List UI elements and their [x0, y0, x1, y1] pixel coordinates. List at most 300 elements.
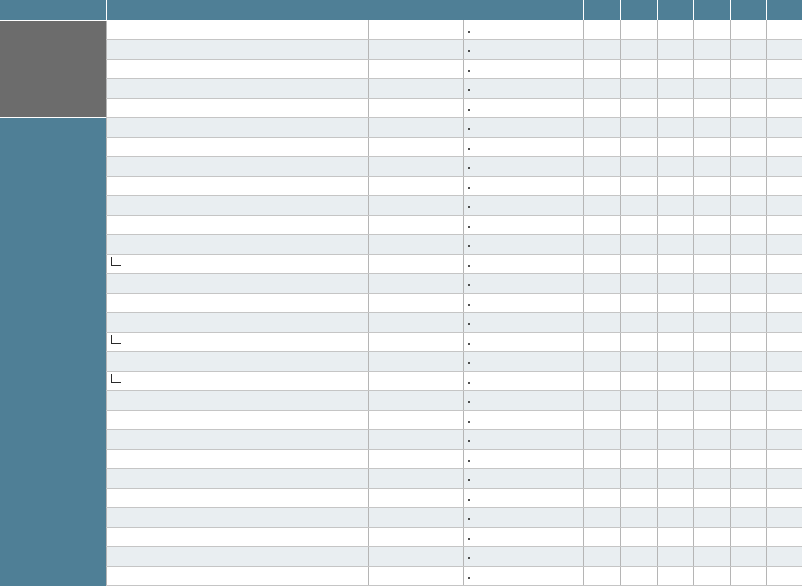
age-1-count: [620, 98, 657, 118]
phone-icon: [468, 421, 470, 423]
facility-name-cell: [106, 332, 368, 352]
table-row: [0, 98, 802, 118]
facility-address: [368, 157, 463, 177]
table-row: [0, 254, 802, 274]
age-5-count: [766, 566, 802, 586]
age-5-count: [766, 157, 802, 177]
age-2-count: [657, 40, 693, 60]
age-5-count: [766, 235, 802, 255]
table-row: [0, 157, 802, 177]
phone-icon: [468, 382, 470, 384]
facility-address: [368, 40, 463, 60]
age-1-count: [620, 547, 657, 567]
age-3-count: [693, 469, 730, 489]
age-5-count: [766, 469, 802, 489]
age-1-count: [620, 332, 657, 352]
age-5-count: [766, 137, 802, 157]
age-1-count: [620, 79, 657, 99]
age-2-count: [657, 449, 693, 469]
age-0-count: [583, 196, 620, 216]
age-3-count: [693, 20, 730, 40]
age-4-count: [730, 254, 766, 274]
facility-phone-cell: [463, 254, 583, 274]
header-age-5: [766, 0, 802, 20]
facility-name-cell: [106, 449, 368, 469]
table-row: [0, 371, 802, 391]
header-age-3: [693, 0, 730, 20]
facility-phone-cell: [463, 313, 583, 333]
facility-address: [368, 410, 463, 430]
age-3-count: [693, 488, 730, 508]
age-4-count: [730, 391, 766, 411]
facility-name-cell: [106, 118, 368, 138]
table-row: [0, 40, 802, 60]
facility-name-cell: [106, 293, 368, 313]
facility-name-cell: [106, 176, 368, 196]
facility-address: [368, 254, 463, 274]
phone-icon: [468, 50, 470, 52]
age-2-count: [657, 235, 693, 255]
facility-name-cell: [106, 20, 368, 40]
phone-icon: [468, 304, 470, 306]
age-0-count: [583, 469, 620, 489]
facility-name-cell: [106, 313, 368, 333]
facility-phone-cell: [463, 430, 583, 450]
age-1-count: [620, 196, 657, 216]
facility-phone-cell: [463, 352, 583, 372]
facility-phone-cell: [463, 59, 583, 79]
age-3-count: [693, 274, 730, 294]
age-5-count: [766, 215, 802, 235]
age-3-count: [693, 391, 730, 411]
age-3-count: [693, 293, 730, 313]
age-0-count: [583, 235, 620, 255]
age-0-count: [583, 157, 620, 177]
facility-address: [368, 488, 463, 508]
age-1-count: [620, 371, 657, 391]
facility-phone-cell: [463, 274, 583, 294]
age-1-count: [620, 469, 657, 489]
age-2-count: [657, 59, 693, 79]
phone-icon: [468, 70, 470, 72]
age-2-count: [657, 391, 693, 411]
age-1-count: [620, 59, 657, 79]
age-5-count: [766, 527, 802, 547]
facility-address: [368, 118, 463, 138]
age-0-count: [583, 508, 620, 528]
age-5-count: [766, 430, 802, 450]
branch-connector-icon: [111, 335, 121, 344]
facility-name-cell: [106, 254, 368, 274]
phone-icon: [468, 401, 470, 403]
age-5-count: [766, 410, 802, 430]
age-1-count: [620, 352, 657, 372]
phone-icon: [468, 577, 470, 579]
age-3-count: [693, 332, 730, 352]
age-2-count: [657, 430, 693, 450]
phone-icon: [468, 362, 470, 364]
age-2-count: [657, 215, 693, 235]
age-0-count: [583, 137, 620, 157]
facility-phone-cell: [463, 79, 583, 99]
table-row: [0, 547, 802, 567]
facility-address: [368, 371, 463, 391]
age-3-count: [693, 430, 730, 450]
facility-name-cell: [106, 566, 368, 586]
table-row: [0, 449, 802, 469]
facility-phone-cell: [463, 332, 583, 352]
facility-name-cell: [106, 137, 368, 157]
table-row: [0, 352, 802, 372]
facility-address: [368, 79, 463, 99]
age-0-count: [583, 332, 620, 352]
age-3-count: [693, 352, 730, 372]
age-2-count: [657, 371, 693, 391]
table-row: [0, 566, 802, 586]
age-0-count: [583, 40, 620, 60]
phone-icon: [468, 89, 470, 91]
header-age-4: [730, 0, 766, 20]
age-2-count: [657, 469, 693, 489]
facility-address: [368, 566, 463, 586]
facility-name-cell: [106, 196, 368, 216]
table-row: [0, 215, 802, 235]
phone-icon: [468, 148, 470, 150]
age-4-count: [730, 157, 766, 177]
header-facility-label: [106, 0, 583, 20]
phone-icon: [468, 440, 470, 442]
age-3-count: [693, 547, 730, 567]
age-2-count: [657, 527, 693, 547]
age-0-count: [583, 293, 620, 313]
age-3-count: [693, 527, 730, 547]
age-3-count: [693, 196, 730, 216]
facility-name-cell: [106, 469, 368, 489]
age-4-count: [730, 59, 766, 79]
age-2-count: [657, 98, 693, 118]
age-3-count: [693, 79, 730, 99]
age-1-count: [620, 254, 657, 274]
age-4-count: [730, 527, 766, 547]
facility-phone-cell: [463, 469, 583, 489]
age-0-count: [583, 215, 620, 235]
age-1-count: [620, 137, 657, 157]
age-1-count: [620, 20, 657, 40]
age-3-count: [693, 176, 730, 196]
age-2-count: [657, 157, 693, 177]
facility-phone-cell: [463, 176, 583, 196]
age-4-count: [730, 352, 766, 372]
age-1-count: [620, 215, 657, 235]
age-1-count: [620, 488, 657, 508]
facility-address: [368, 293, 463, 313]
age-5-count: [766, 293, 802, 313]
phone-icon: [468, 187, 470, 189]
facility-address: [368, 352, 463, 372]
age-4-count: [730, 40, 766, 60]
table-row: [0, 196, 802, 216]
facility-phone-cell: [463, 547, 583, 567]
facility-address: [368, 176, 463, 196]
facility-phone-cell: [463, 157, 583, 177]
age-1-count: [620, 410, 657, 430]
age-2-count: [657, 20, 693, 40]
facility-name-cell: [106, 215, 368, 235]
age-3-count: [693, 137, 730, 157]
age-1-count: [620, 274, 657, 294]
age-4-count: [730, 20, 766, 40]
facility-address: [368, 547, 463, 567]
age-4-count: [730, 235, 766, 255]
facility-phone-cell: [463, 20, 583, 40]
branch-connector-icon: [111, 257, 121, 266]
age-4-count: [730, 332, 766, 352]
age-4-count: [730, 488, 766, 508]
facility-phone-cell: [463, 98, 583, 118]
table-body: [0, 20, 802, 586]
facility-name-cell: [106, 410, 368, 430]
age-0-count: [583, 371, 620, 391]
age-0-count: [583, 430, 620, 450]
age-5-count: [766, 352, 802, 372]
age-2-count: [657, 254, 693, 274]
age-0-count: [583, 566, 620, 586]
table-row: [0, 332, 802, 352]
age-2-count: [657, 566, 693, 586]
age-0-count: [583, 352, 620, 372]
header-category-cell: [0, 0, 106, 20]
phone-icon: [468, 518, 470, 520]
age-4-count: [730, 196, 766, 216]
age-5-count: [766, 59, 802, 79]
category-cell: [0, 20, 106, 118]
facility-name-cell: [106, 40, 368, 60]
phone-icon: [468, 499, 470, 501]
facility-phone-cell: [463, 215, 583, 235]
age-0-count: [583, 410, 620, 430]
age-5-count: [766, 371, 802, 391]
age-2-count: [657, 547, 693, 567]
table-row: [0, 469, 802, 489]
facility-address: [368, 235, 463, 255]
age-3-count: [693, 313, 730, 333]
age-4-count: [730, 118, 766, 138]
facility-address: [368, 391, 463, 411]
age-4-count: [730, 469, 766, 489]
age-2-count: [657, 137, 693, 157]
age-2-count: [657, 293, 693, 313]
table-row: [0, 274, 802, 294]
age-1-count: [620, 566, 657, 586]
age-4-count: [730, 371, 766, 391]
age-4-count: [730, 313, 766, 333]
table-row: [0, 20, 802, 40]
phone-icon: [468, 226, 470, 228]
age-2-count: [657, 313, 693, 333]
age-5-count: [766, 196, 802, 216]
age-2-count: [657, 332, 693, 352]
age-0-count: [583, 391, 620, 411]
table-row: [0, 235, 802, 255]
age-0-count: [583, 449, 620, 469]
age-0-count: [583, 547, 620, 567]
facility-address: [368, 527, 463, 547]
age-1-count: [620, 527, 657, 547]
age-3-count: [693, 254, 730, 274]
facility-address: [368, 449, 463, 469]
facility-phone-cell: [463, 118, 583, 138]
phone-icon: [468, 109, 470, 111]
age-4-count: [730, 293, 766, 313]
age-1-count: [620, 391, 657, 411]
age-0-count: [583, 176, 620, 196]
facility-address: [368, 196, 463, 216]
table-row: [0, 391, 802, 411]
table-row: [0, 430, 802, 450]
facility-name-cell: [106, 508, 368, 528]
facility-name-cell: [106, 59, 368, 79]
facility-address: [368, 430, 463, 450]
age-5-count: [766, 254, 802, 274]
age-5-count: [766, 449, 802, 469]
facility-phone-cell: [463, 137, 583, 157]
age-2-count: [657, 410, 693, 430]
facility-phone-cell: [463, 488, 583, 508]
facility-phone-cell: [463, 235, 583, 255]
age-0-count: [583, 20, 620, 40]
age-2-count: [657, 196, 693, 216]
category-cell: [0, 118, 106, 586]
age-3-count: [693, 235, 730, 255]
table-row: [0, 137, 802, 157]
facility-address: [368, 332, 463, 352]
table-row: [0, 59, 802, 79]
branch-connector-icon: [111, 374, 121, 383]
header-age-2: [657, 0, 693, 20]
phone-icon: [468, 128, 470, 130]
age-5-count: [766, 20, 802, 40]
age-1-count: [620, 313, 657, 333]
age-4-count: [730, 176, 766, 196]
phone-icon: [468, 245, 470, 247]
table-row: [0, 118, 802, 138]
age-5-count: [766, 508, 802, 528]
facility-name-cell: [106, 157, 368, 177]
age-0-count: [583, 118, 620, 138]
facility-address: [368, 274, 463, 294]
age-5-count: [766, 391, 802, 411]
age-3-count: [693, 371, 730, 391]
age-0-count: [583, 79, 620, 99]
facility-phone-cell: [463, 508, 583, 528]
age-3-count: [693, 98, 730, 118]
age-5-count: [766, 79, 802, 99]
age-1-count: [620, 118, 657, 138]
phone-icon: [468, 284, 470, 286]
facility-address: [368, 137, 463, 157]
phone-icon: [468, 167, 470, 169]
age-4-count: [730, 79, 766, 99]
age-5-count: [766, 118, 802, 138]
age-1-count: [620, 293, 657, 313]
age-1-count: [620, 449, 657, 469]
phone-icon: [468, 206, 470, 208]
facility-name-cell: [106, 430, 368, 450]
table-row: [0, 293, 802, 313]
facility-name-cell: [106, 371, 368, 391]
facility-address: [368, 215, 463, 235]
age-4-count: [730, 449, 766, 469]
facility-phone-cell: [463, 391, 583, 411]
age-2-count: [657, 176, 693, 196]
age-5-count: [766, 98, 802, 118]
facility-phone-cell: [463, 566, 583, 586]
age-0-count: [583, 254, 620, 274]
age-1-count: [620, 157, 657, 177]
age-4-count: [730, 508, 766, 528]
age-3-count: [693, 566, 730, 586]
facility-phone-cell: [463, 410, 583, 430]
facility-phone-cell: [463, 293, 583, 313]
age-1-count: [620, 176, 657, 196]
age-4-count: [730, 566, 766, 586]
age-3-count: [693, 59, 730, 79]
facility-address: [368, 59, 463, 79]
phone-icon: [468, 31, 470, 33]
table-row: [0, 313, 802, 333]
age-4-count: [730, 215, 766, 235]
table-row: [0, 508, 802, 528]
table-row: [0, 79, 802, 99]
facility-name-cell: [106, 79, 368, 99]
age-4-count: [730, 98, 766, 118]
facility-name-cell: [106, 274, 368, 294]
facility-address: [368, 313, 463, 333]
age-0-count: [583, 98, 620, 118]
phone-icon: [468, 460, 470, 462]
age-2-count: [657, 274, 693, 294]
age-3-count: [693, 40, 730, 60]
age-5-count: [766, 274, 802, 294]
table-row: [0, 176, 802, 196]
age-3-count: [693, 157, 730, 177]
age-5-count: [766, 40, 802, 60]
age-5-count: [766, 547, 802, 567]
age-3-count: [693, 449, 730, 469]
age-1-count: [620, 235, 657, 255]
age-3-count: [693, 118, 730, 138]
phone-icon: [468, 323, 470, 325]
facility-name-cell: [106, 352, 368, 372]
age-1-count: [620, 508, 657, 528]
age-2-count: [657, 352, 693, 372]
facility-phone-cell: [463, 40, 583, 60]
facility-name-cell: [106, 235, 368, 255]
age-5-count: [766, 332, 802, 352]
age-4-count: [730, 430, 766, 450]
age-0-count: [583, 59, 620, 79]
age-4-count: [730, 547, 766, 567]
age-3-count: [693, 215, 730, 235]
age-1-count: [620, 430, 657, 450]
table-row: [0, 410, 802, 430]
age-2-count: [657, 488, 693, 508]
facility-phone-cell: [463, 449, 583, 469]
age-1-count: [620, 40, 657, 60]
phone-icon: [468, 343, 470, 345]
age-0-count: [583, 313, 620, 333]
facility-name-cell: [106, 98, 368, 118]
